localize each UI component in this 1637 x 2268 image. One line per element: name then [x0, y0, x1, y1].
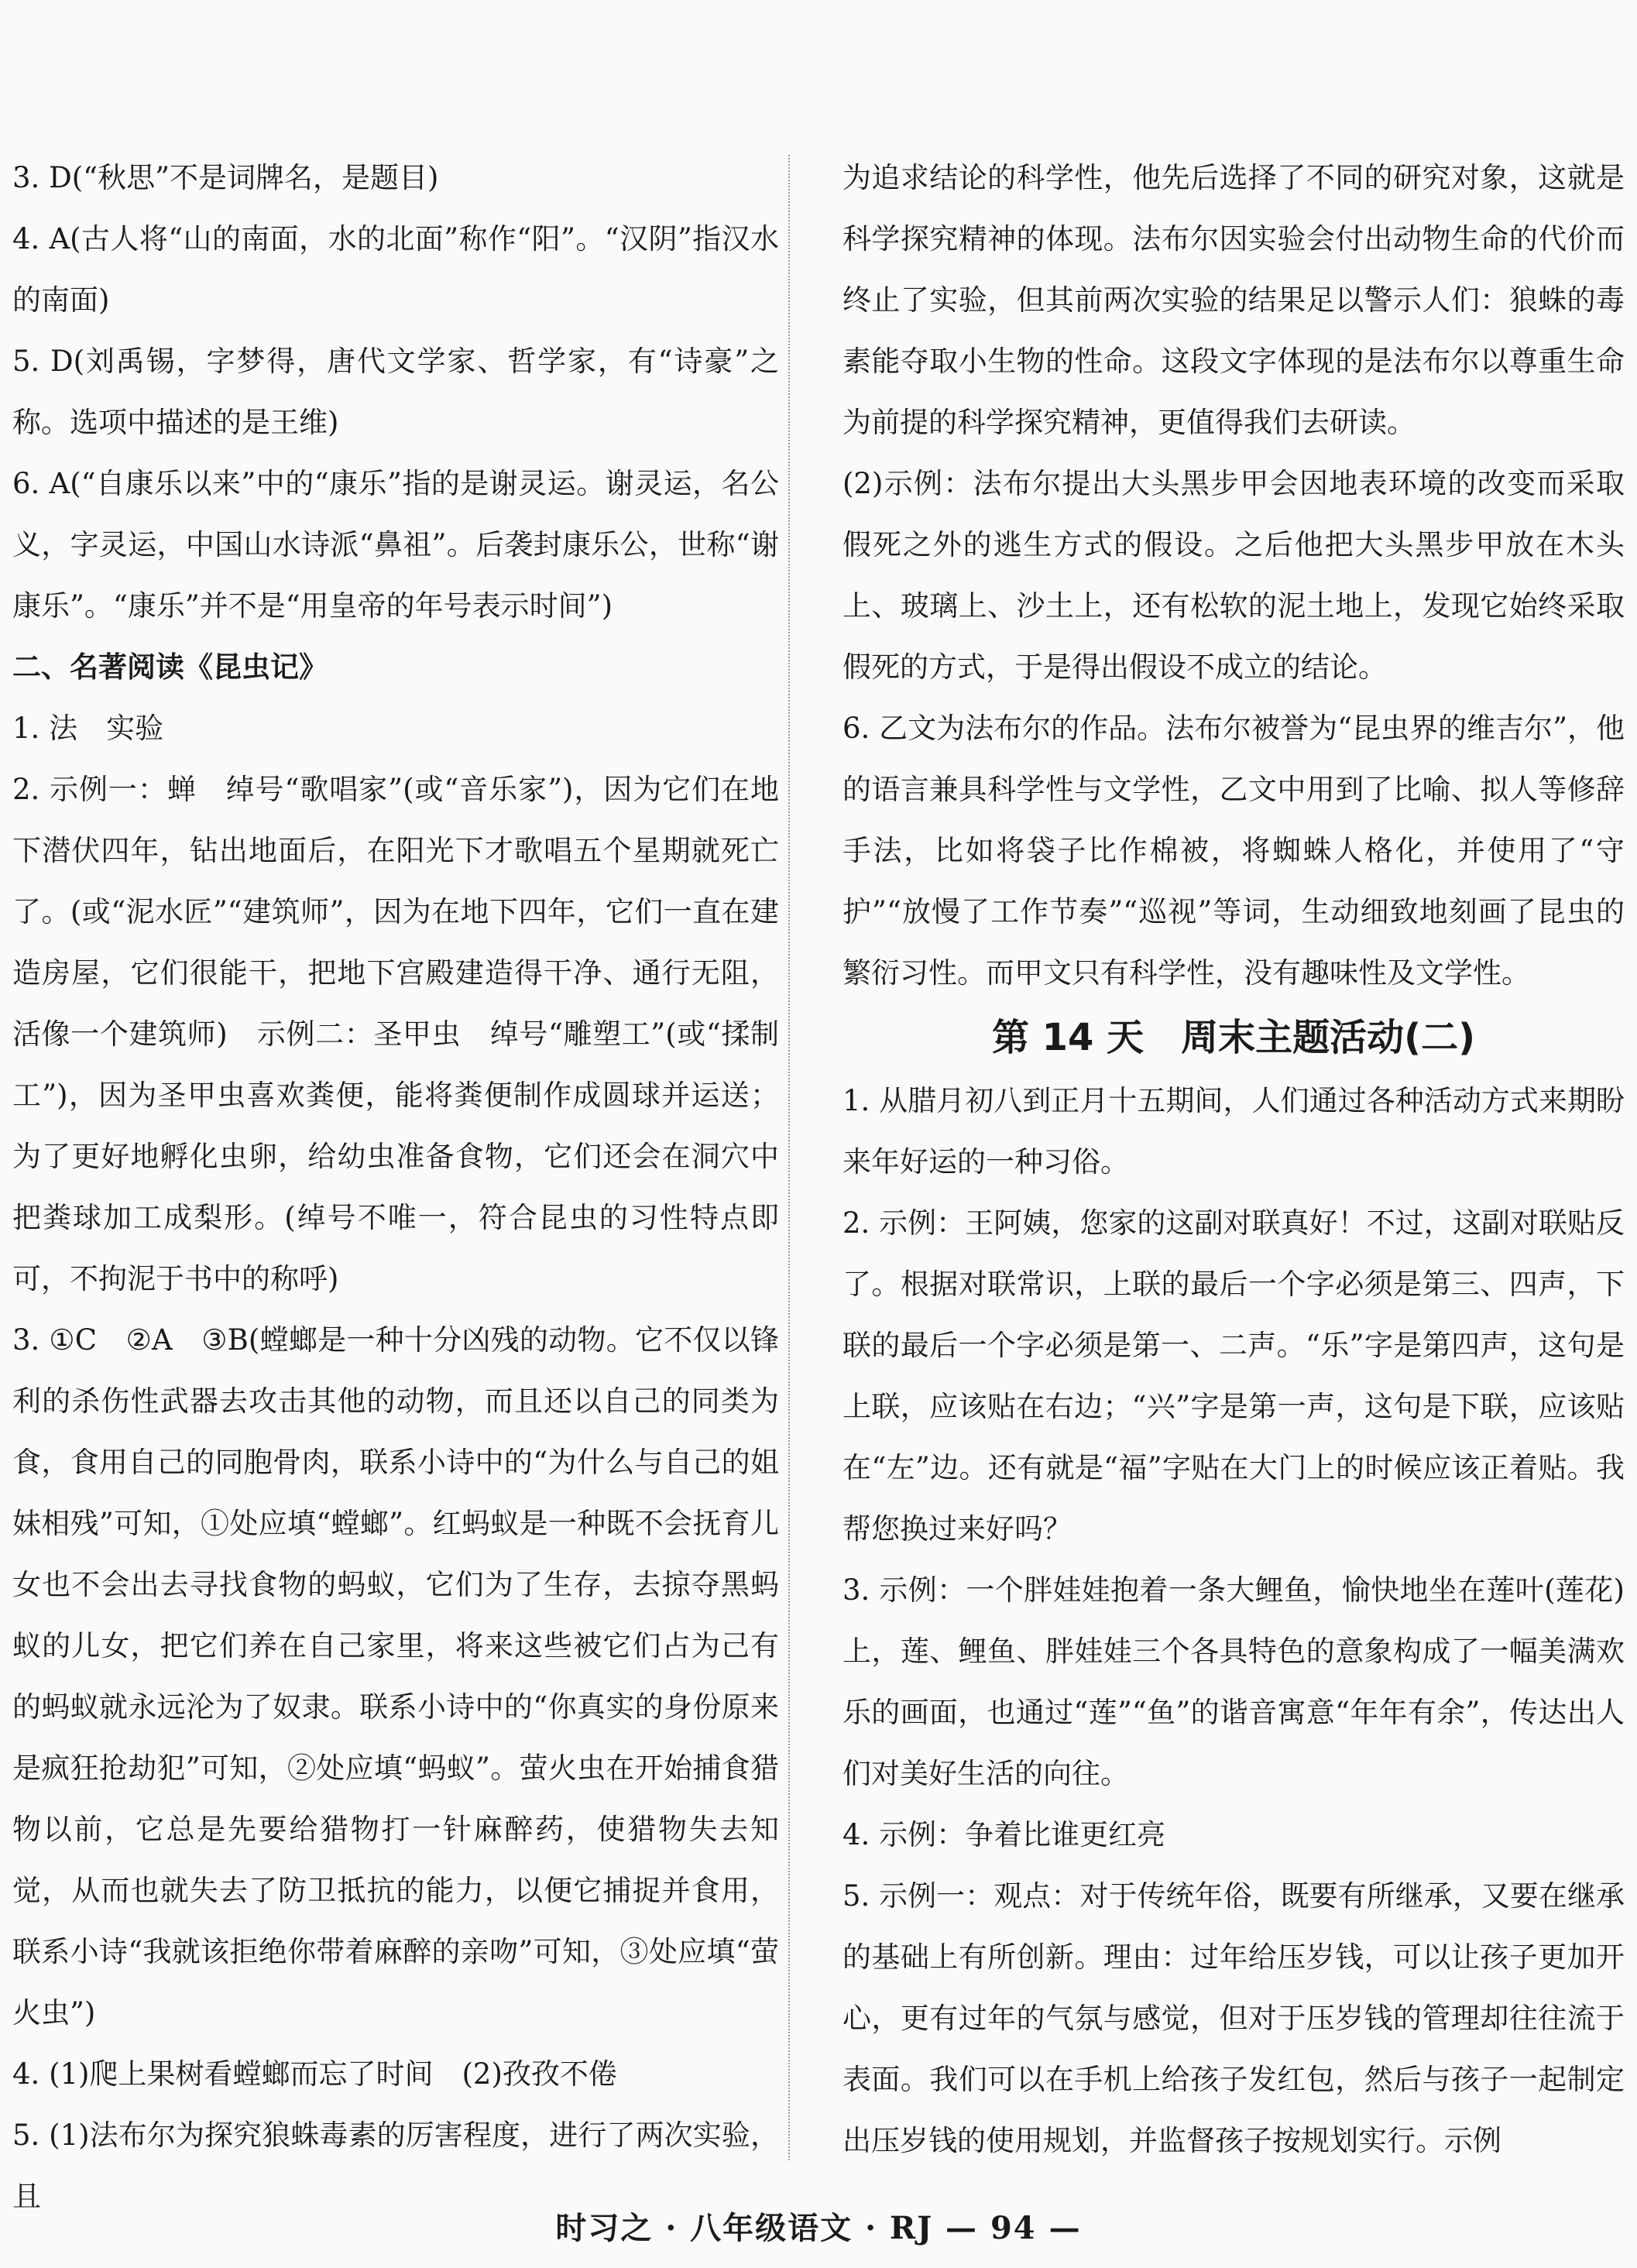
answer-item: 2. 示例：王阿姨，您家的这副对联真好！不过，这副对联贴反了。根据对联常识，上联的最后一个字必须是第三、四声，下联的最后一个字必须是第一、二声。“乐”字是第四声，这句是上联，应该贴在右边；“兴”字是第一声，这句是下联，应该贴在“左”边。还有就是“福”字贴在大门上的时候应该正着贴。我帮您换过来好吗？	[843, 1206, 1625, 1546]
answer-item: 4. 示例：争着比谁更红亮	[843, 1818, 1166, 1851]
answer-item: 4. A(古人将“山的南面，水的北面”称作“阳”。“汉阴”指汉水的南面)	[12, 222, 779, 317]
answer-item: 5. (1)法布尔为探究狼蛛毒素的厉害程度，进行了两次实验，且	[12, 2119, 779, 2213]
answer-item: 5. D(刘禹锡，字梦得，唐代文学家、哲学家，有“诗豪”之称。选项中描述的是王维)	[12, 345, 779, 439]
answer-item: 6. 乙文为法布尔的作品。法布尔被誉为“昆虫界的维吉尔”，他的语言兼具科学性与文学性，乙文中用到了比喻、拟人等修辞手法，比如将袋子比作棉被，将蜘蛛人格化，并使用了“守护”“放慢了工作节奏”“巡视”等词，生动细致地刻画了昆虫的繁衍习性。而甲文只有科学性，没有趣味性及文学性。	[843, 712, 1625, 990]
answer-item: 6. A(“自康乐以来”中的“康乐”指的是谢灵运。谢灵运，名公义，字灵运，中国山水诗派“鼻祖”。后袭封康乐公，世称“谢康乐”。“康乐”并不是“用皇帝的年号表示时间”)	[12, 467, 779, 623]
answer-item: 3. 示例：一个胖娃娃抱着一条大鲤鱼，愉快地坐在莲叶(莲花)上，莲、鲤鱼、胖娃娃三个各具特色的意象构成了一幅美满欢乐的画面，也通过“莲”“鱼”的谐音寓意“年年有余”，传达出人们对美好生活的向往。	[843, 1573, 1625, 1790]
answer-item: 3. ①C ②A ③B(螳螂是一种十分凶残的动物。它不仅以锋利的杀伤性武器去攻击其他的动物，而且还以自己的同类为食，食用自己的同胞骨肉，联系小诗中的“为什么与自己的姐妹相残”可知，①处应填“螳螂”。红蚂蚁是一种既不会抚育儿女也不会出去寻找食物的蚂蚁，它们为了生存，去掠夺黑蚂蚁的儿女，把它们养在自己家里，将来这些被它们占为己有的蚂蚁就永远沦为了奴隶。联系小诗中的“你真实的身份原来是疯狂抢劫犯”可知，②处应填“蚂蚁”。萤火虫在开始捕食猎物以前，它总是先要给猎物打一针麻醉药，使猎物失去知觉，从而也就失去了防卫抵抗的能力，以便它捕捉并食用，联系小诗“我就该拒绝你带着麻醉的亲吻”可知，③处应填“萤火虫”)	[12, 1323, 779, 2030]
section-title: 二、名著阅读《昆虫记》	[12, 650, 328, 684]
answer-item: 4. (1)爬上果树看螳螂而忘了时间 (2)孜孜不倦	[12, 2057, 617, 2091]
day-title: 第 14 天 周末主题活动(二)	[991, 1016, 1476, 1059]
answer-item: 为追求结论的科学性，他先后选择了不同的研究对象，这就是科学探究精神的体现。法布尔因实验会付出动物生命的代价而终止了实验，但其前两次实验的结果足以警示人们：狼蛛的毒素能夺取小生物的性命。这段文字体现的是法布尔以尊重生命为前提的科学探究精神，更值得我们去研读。	[843, 161, 1625, 439]
page-footer: 时习之 · 八年级语文 · RJ — 94 —	[555, 2210, 1082, 2246]
column-divider	[788, 155, 790, 2160]
answer-item: 1. 法 实验	[12, 712, 164, 745]
answer-item: 5. 示例一：观点：对于传统年俗，既要有所继承，又要在继承的基础上有所创新。理由：过年给压岁钱，可以让孩子更加开心，更有过年的气氛与感觉，但对于压岁钱的管理却往往流于表面。我们可以在手机上给孩子发红包，然后与孩子一起制定出压岁钱的使用规划，并监督孩子按规划实行。示例	[843, 1879, 1625, 2157]
answer-item: 1. 从腊月初八到正月十五期间，人们通过各种活动方式来期盼来年好运的一种习俗。	[843, 1084, 1625, 1179]
answer-item: 3. D(“秋思”不是词牌名，是题目)	[12, 161, 439, 194]
left-column	[12, 147, 779, 2227]
answer-item: 2. 示例一：蝉 绰号“歌唱家”(或“音乐家”)，因为它们在地下潜伏四年，钻出地面后，在阳光下才歌唱五个星期就死亡了。(或“泥水匠”“建筑师”，因为在地下四年，它们一直在建造房屋，它们很能干，把地下宫殿建造得干净、通行无阻，活像一个建筑师) 示例二：圣甲虫 绰号“雕塑工”(或“揉制工”)，因为圣甲虫喜欢粪便，能将粪便制作成圆球并运送；为了更好地孵化虫卵，给幼虫准备食物，它们还会在洞穴中把粪球加工成梨形。(绰号不唯一，符合昆虫的习性特点即可，不拘泥于书中的称呼)	[12, 773, 779, 1295]
answer-item: (2)示例：法布尔提出大头黑步甲会因地表环境的改变而采取假死之外的逃生方式的假设。之后他把大头黑步甲放在木头上、玻璃上、沙土上，还有松软的泥土地上，发现它始终采取假死的方式，于是得出假设不成立的结论。	[843, 467, 1625, 684]
right-column	[843, 147, 1625, 2171]
